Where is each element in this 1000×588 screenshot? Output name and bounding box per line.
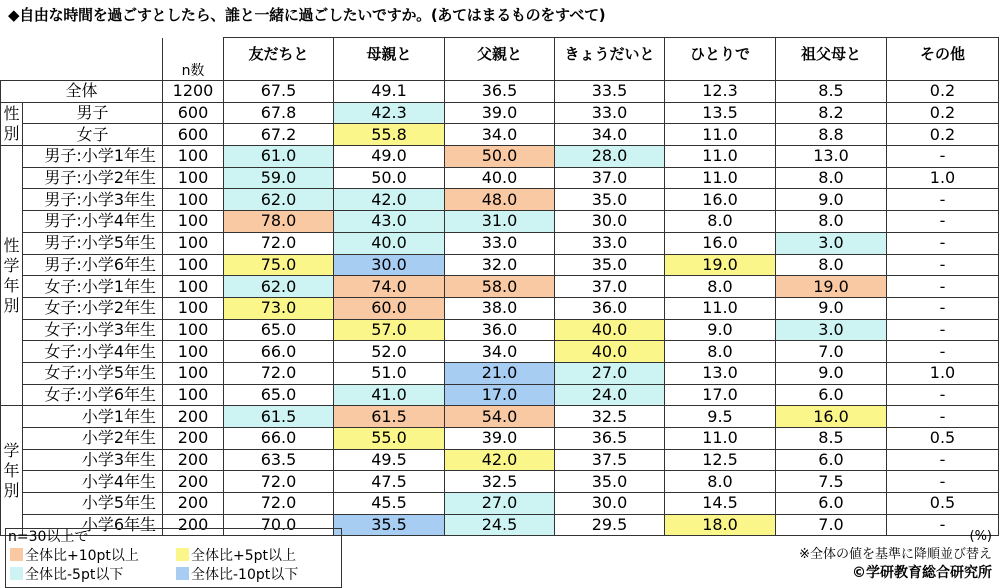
- value-cell: 47.5: [334, 471, 445, 493]
- legend-item-plus10: 全体比+10pt以上: [10, 548, 139, 565]
- value-cell: 72.0: [224, 471, 334, 493]
- value-cell: 36.5: [555, 428, 665, 450]
- n-cell: 1200: [163, 81, 224, 103]
- value-cell: 60.0: [334, 297, 445, 319]
- row-label: 男子:小学4年生: [23, 211, 163, 233]
- value-cell: 57.0: [334, 319, 445, 341]
- value-cell: 28.0: [555, 146, 665, 168]
- column-header-other: その他: [887, 38, 999, 71]
- value-cell: 49.1: [334, 81, 445, 103]
- value-cell: 8.8: [776, 124, 887, 146]
- value-cell: 78.0: [224, 211, 334, 233]
- column-header-friends: 友だちと: [224, 38, 334, 71]
- row-label: 女子:小学5年生: [23, 362, 163, 384]
- value-cell: -: [887, 449, 999, 471]
- row-label: 小学6年生: [23, 514, 163, 536]
- value-cell: 8.0: [776, 211, 887, 233]
- value-cell: 58.0: [445, 276, 555, 298]
- value-cell: 36.0: [445, 319, 555, 341]
- value-cell: 73.0: [224, 297, 334, 319]
- value-cell: 40.0: [445, 167, 555, 189]
- row-label: 女子:小学3年生: [23, 319, 163, 341]
- n-cell: 200: [163, 514, 224, 536]
- row-label: 女子:小学6年生: [23, 384, 163, 406]
- value-cell: 35.0: [555, 189, 665, 211]
- value-cell: 33.0: [555, 102, 665, 124]
- value-cell: -: [887, 232, 999, 254]
- value-cell: 13.0: [776, 146, 887, 168]
- row-label: 小学5年生: [23, 493, 163, 515]
- value-cell: 6.0: [776, 493, 887, 515]
- value-cell: 36.5: [445, 81, 555, 103]
- legend: [5, 528, 342, 588]
- value-cell: 13.5: [665, 102, 776, 124]
- value-cell: 8.0: [665, 471, 776, 493]
- page-title: ◆自由な時間を過ごすとしたら、誰と一緒に過ごしたいですか。(あてはまるものをすべて): [8, 6, 606, 24]
- value-cell: 67.2: [224, 124, 334, 146]
- value-cell: 39.0: [445, 102, 555, 124]
- value-cell: 9.5: [665, 406, 776, 428]
- group-label: 学 年 別: [1, 406, 23, 536]
- value-cell: 0.2: [887, 81, 999, 103]
- row-label: 小学4年生: [23, 471, 163, 493]
- table-row: [1, 124, 999, 146]
- value-cell: 6.0: [776, 384, 887, 406]
- value-cell: 8.0: [776, 167, 887, 189]
- value-cell: 0.5: [887, 493, 999, 515]
- column-header-alone: ひとりで: [665, 38, 776, 71]
- value-cell: 34.0: [445, 124, 555, 146]
- value-cell: 19.0: [665, 254, 776, 276]
- value-cell: 11.0: [665, 297, 776, 319]
- value-cell: 12.5: [665, 449, 776, 471]
- value-cell: 45.5: [334, 493, 445, 515]
- value-cell: 11.0: [665, 146, 776, 168]
- value-cell: 35.0: [555, 471, 665, 493]
- value-cell: 3.0: [776, 319, 887, 341]
- value-cell: 8.5: [776, 428, 887, 450]
- value-cell: 8.0: [776, 254, 887, 276]
- value-cell: 49.0: [334, 146, 445, 168]
- n-cell: 200: [163, 406, 224, 428]
- table-row: [1, 493, 999, 515]
- table-corner: [1, 38, 163, 81]
- value-cell: 35.0: [555, 254, 665, 276]
- value-cell: -: [887, 254, 999, 276]
- value-cell: 31.0: [445, 211, 555, 233]
- value-cell: 3.0: [776, 232, 887, 254]
- n-cell: 100: [163, 146, 224, 168]
- value-cell: 16.0: [665, 189, 776, 211]
- value-cell: 33.5: [555, 81, 665, 103]
- row-label: 男子:小学2年生: [23, 167, 163, 189]
- value-cell: 67.8: [224, 102, 334, 124]
- value-cell: 32.0: [445, 254, 555, 276]
- value-cell: 72.0: [224, 493, 334, 515]
- value-cell: 1.0: [887, 167, 999, 189]
- value-cell: 55.8: [334, 124, 445, 146]
- table-body: [1, 81, 999, 536]
- unit-label: (%): [969, 529, 992, 544]
- value-cell: -: [887, 297, 999, 319]
- value-cell: 49.5: [334, 449, 445, 471]
- legend-swatch: [10, 567, 23, 580]
- n-cell: 100: [163, 276, 224, 298]
- value-cell: 36.0: [555, 297, 665, 319]
- table-row: [1, 471, 999, 493]
- value-cell: 1.0: [887, 362, 999, 384]
- value-cell: 8.5: [776, 81, 887, 103]
- value-cell: -: [887, 471, 999, 493]
- table-row: [1, 428, 999, 450]
- value-cell: 67.5: [224, 81, 334, 103]
- column-header-mother: 母親と: [334, 38, 445, 71]
- value-cell: 72.0: [224, 232, 334, 254]
- value-cell: 12.3: [665, 81, 776, 103]
- table-row: [1, 146, 999, 168]
- value-cell: -: [887, 341, 999, 363]
- value-cell: 54.0: [445, 406, 555, 428]
- value-cell: 17.0: [445, 384, 555, 406]
- value-cell: 43.0: [334, 211, 445, 233]
- value-cell: -: [887, 146, 999, 168]
- value-cell: 48.0: [445, 189, 555, 211]
- table-row: [1, 276, 999, 298]
- row-label: 小学2年生: [23, 428, 163, 450]
- value-cell: 27.0: [445, 493, 555, 515]
- value-cell: 55.0: [334, 428, 445, 450]
- value-cell: 11.0: [665, 428, 776, 450]
- value-cell: -: [887, 514, 999, 536]
- n-cell: 100: [163, 167, 224, 189]
- n-cell: 100: [163, 254, 224, 276]
- value-cell: 18.0: [665, 514, 776, 536]
- table-row: [1, 319, 999, 341]
- value-cell: 9.0: [776, 189, 887, 211]
- copyright: ©学研教育総合研究所: [852, 565, 992, 581]
- group-label: 性 別: [1, 102, 23, 145]
- value-cell: 74.0: [334, 276, 445, 298]
- value-cell: 14.5: [665, 493, 776, 515]
- row-label: 男子: [23, 102, 163, 124]
- legend-swatch: [10, 548, 23, 561]
- table-row: [1, 297, 999, 319]
- value-cell: 33.0: [445, 232, 555, 254]
- value-cell: 33.0: [555, 232, 665, 254]
- n-cell: 100: [163, 384, 224, 406]
- value-cell: 66.0: [224, 341, 334, 363]
- legend-swatch: [176, 548, 189, 561]
- n-header: n数: [163, 38, 224, 81]
- value-cell: 8.0: [665, 211, 776, 233]
- value-cell: 37.0: [555, 276, 665, 298]
- value-cell: 34.0: [555, 124, 665, 146]
- n-cell: 200: [163, 428, 224, 450]
- value-cell: 50.0: [334, 167, 445, 189]
- n-cell: 100: [163, 362, 224, 384]
- legend-item-minus5: 全体比-5pt以下: [10, 567, 123, 584]
- n-cell: 200: [163, 471, 224, 493]
- value-cell: 75.0: [224, 254, 334, 276]
- n-cell: 100: [163, 319, 224, 341]
- value-cell: 19.0: [776, 276, 887, 298]
- value-cell: 70.0: [224, 514, 334, 536]
- value-cell: 51.0: [334, 362, 445, 384]
- value-cell: 16.0: [665, 232, 776, 254]
- n-cell: 100: [163, 189, 224, 211]
- column-header-siblings: きょうだいと: [555, 38, 665, 71]
- value-cell: 13.0: [665, 362, 776, 384]
- n-cell: 600: [163, 102, 224, 124]
- legend-caption: n=30以上で: [8, 529, 89, 545]
- value-cell: 11.0: [665, 167, 776, 189]
- value-cell: 34.0: [445, 341, 555, 363]
- value-cell: 24.5: [445, 514, 555, 536]
- legend-item-plus5: 全体比+5pt以上: [176, 548, 296, 565]
- value-cell: 38.0: [445, 297, 555, 319]
- value-cell: 30.0: [555, 493, 665, 515]
- value-cell: 37.0: [555, 167, 665, 189]
- value-cell: 65.0: [224, 319, 334, 341]
- row-label: 男子:小学5年生: [23, 232, 163, 254]
- n-cell: 100: [163, 341, 224, 363]
- footnotes: [799, 528, 992, 582]
- value-cell: 16.0: [776, 406, 887, 428]
- value-cell: 24.0: [555, 384, 665, 406]
- column-header-grandparents: 祖父母と: [776, 38, 887, 71]
- value-cell: 61.5: [334, 406, 445, 428]
- row-label: 全体: [1, 81, 163, 103]
- table-row: [1, 254, 999, 276]
- value-cell: 9.0: [665, 319, 776, 341]
- row-label: 小学1年生: [23, 406, 163, 428]
- value-cell: 9.0: [776, 297, 887, 319]
- value-cell: 21.0: [445, 362, 555, 384]
- row-label: 小学3年生: [23, 449, 163, 471]
- value-cell: 32.5: [555, 406, 665, 428]
- value-cell: -: [887, 406, 999, 428]
- value-cell: 11.0: [665, 124, 776, 146]
- table-row: [1, 167, 999, 189]
- value-cell: 8.0: [665, 276, 776, 298]
- value-cell: 6.0: [776, 449, 887, 471]
- legend-item-minus10: 全体比-10pt以下: [176, 567, 298, 584]
- value-cell: 7.5: [776, 471, 887, 493]
- value-cell: -: [887, 189, 999, 211]
- row-label: 男子:小学1年生: [23, 146, 163, 168]
- table-row: [1, 102, 999, 124]
- value-cell: 7.0: [776, 341, 887, 363]
- value-cell: 59.0: [224, 167, 334, 189]
- value-cell: 42.3: [334, 102, 445, 124]
- table-row: [1, 211, 999, 233]
- value-cell: 30.0: [334, 254, 445, 276]
- n-cell: 100: [163, 297, 224, 319]
- value-cell: 63.5: [224, 449, 334, 471]
- value-cell: 29.5: [555, 514, 665, 536]
- legend-swatch: [176, 567, 189, 580]
- value-cell: 72.0: [224, 362, 334, 384]
- value-cell: 8.0: [665, 341, 776, 363]
- column-header-father: 父親と: [445, 38, 555, 71]
- value-cell: 7.0: [776, 514, 887, 536]
- value-cell: 0.5: [887, 428, 999, 450]
- table-row: [1, 362, 999, 384]
- value-cell: 62.0: [224, 276, 334, 298]
- n-cell: 200: [163, 493, 224, 515]
- value-cell: 30.0: [555, 211, 665, 233]
- value-cell: 42.0: [445, 449, 555, 471]
- value-cell: 0.2: [887, 124, 999, 146]
- value-cell: 27.0: [555, 362, 665, 384]
- value-cell: 65.0: [224, 384, 334, 406]
- value-cell: 52.0: [334, 341, 445, 363]
- table-row: [1, 81, 999, 103]
- value-cell: 0.2: [887, 102, 999, 124]
- value-cell: 40.0: [334, 232, 445, 254]
- n-cell: 200: [163, 449, 224, 471]
- row-label: 女子:小学1年生: [23, 276, 163, 298]
- value-cell: 35.5: [334, 514, 445, 536]
- table-row: [1, 449, 999, 471]
- value-cell: 41.0: [334, 384, 445, 406]
- value-cell: 40.0: [555, 341, 665, 363]
- value-cell: 9.0: [776, 362, 887, 384]
- row-label: 女子: [23, 124, 163, 146]
- survey-table: [0, 37, 999, 536]
- n-cell: 100: [163, 232, 224, 254]
- value-cell: 50.0: [445, 146, 555, 168]
- value-cell: 61.0: [224, 146, 334, 168]
- row-label: 女子:小学2年生: [23, 297, 163, 319]
- table-row: [1, 406, 999, 428]
- value-cell: -: [887, 384, 999, 406]
- table-row: [1, 384, 999, 406]
- row-label: 男子:小学6年生: [23, 254, 163, 276]
- table-row: [1, 232, 999, 254]
- value-cell: 17.0: [665, 384, 776, 406]
- group-label: 性 学 年 別: [1, 146, 23, 406]
- table-row: [1, 341, 999, 363]
- value-cell: -: [887, 276, 999, 298]
- value-cell: 8.2: [776, 102, 887, 124]
- value-cell: 37.5: [555, 449, 665, 471]
- value-cell: 42.0: [334, 189, 445, 211]
- value-cell: 61.5: [224, 406, 334, 428]
- value-cell: -: [887, 319, 999, 341]
- table-row: [1, 189, 999, 211]
- value-cell: 39.0: [445, 428, 555, 450]
- value-cell: 66.0: [224, 428, 334, 450]
- value-cell: 40.0: [555, 319, 665, 341]
- n-cell: 100: [163, 211, 224, 233]
- row-label: 男子:小学3年生: [23, 189, 163, 211]
- row-label: 女子:小学4年生: [23, 341, 163, 363]
- value-cell: 32.5: [445, 471, 555, 493]
- value-cell: -: [887, 211, 999, 233]
- sort-note: ※全体の値を基準に降順並び替え: [799, 547, 992, 562]
- value-cell: 62.0: [224, 189, 334, 211]
- n-cell: 600: [163, 124, 224, 146]
